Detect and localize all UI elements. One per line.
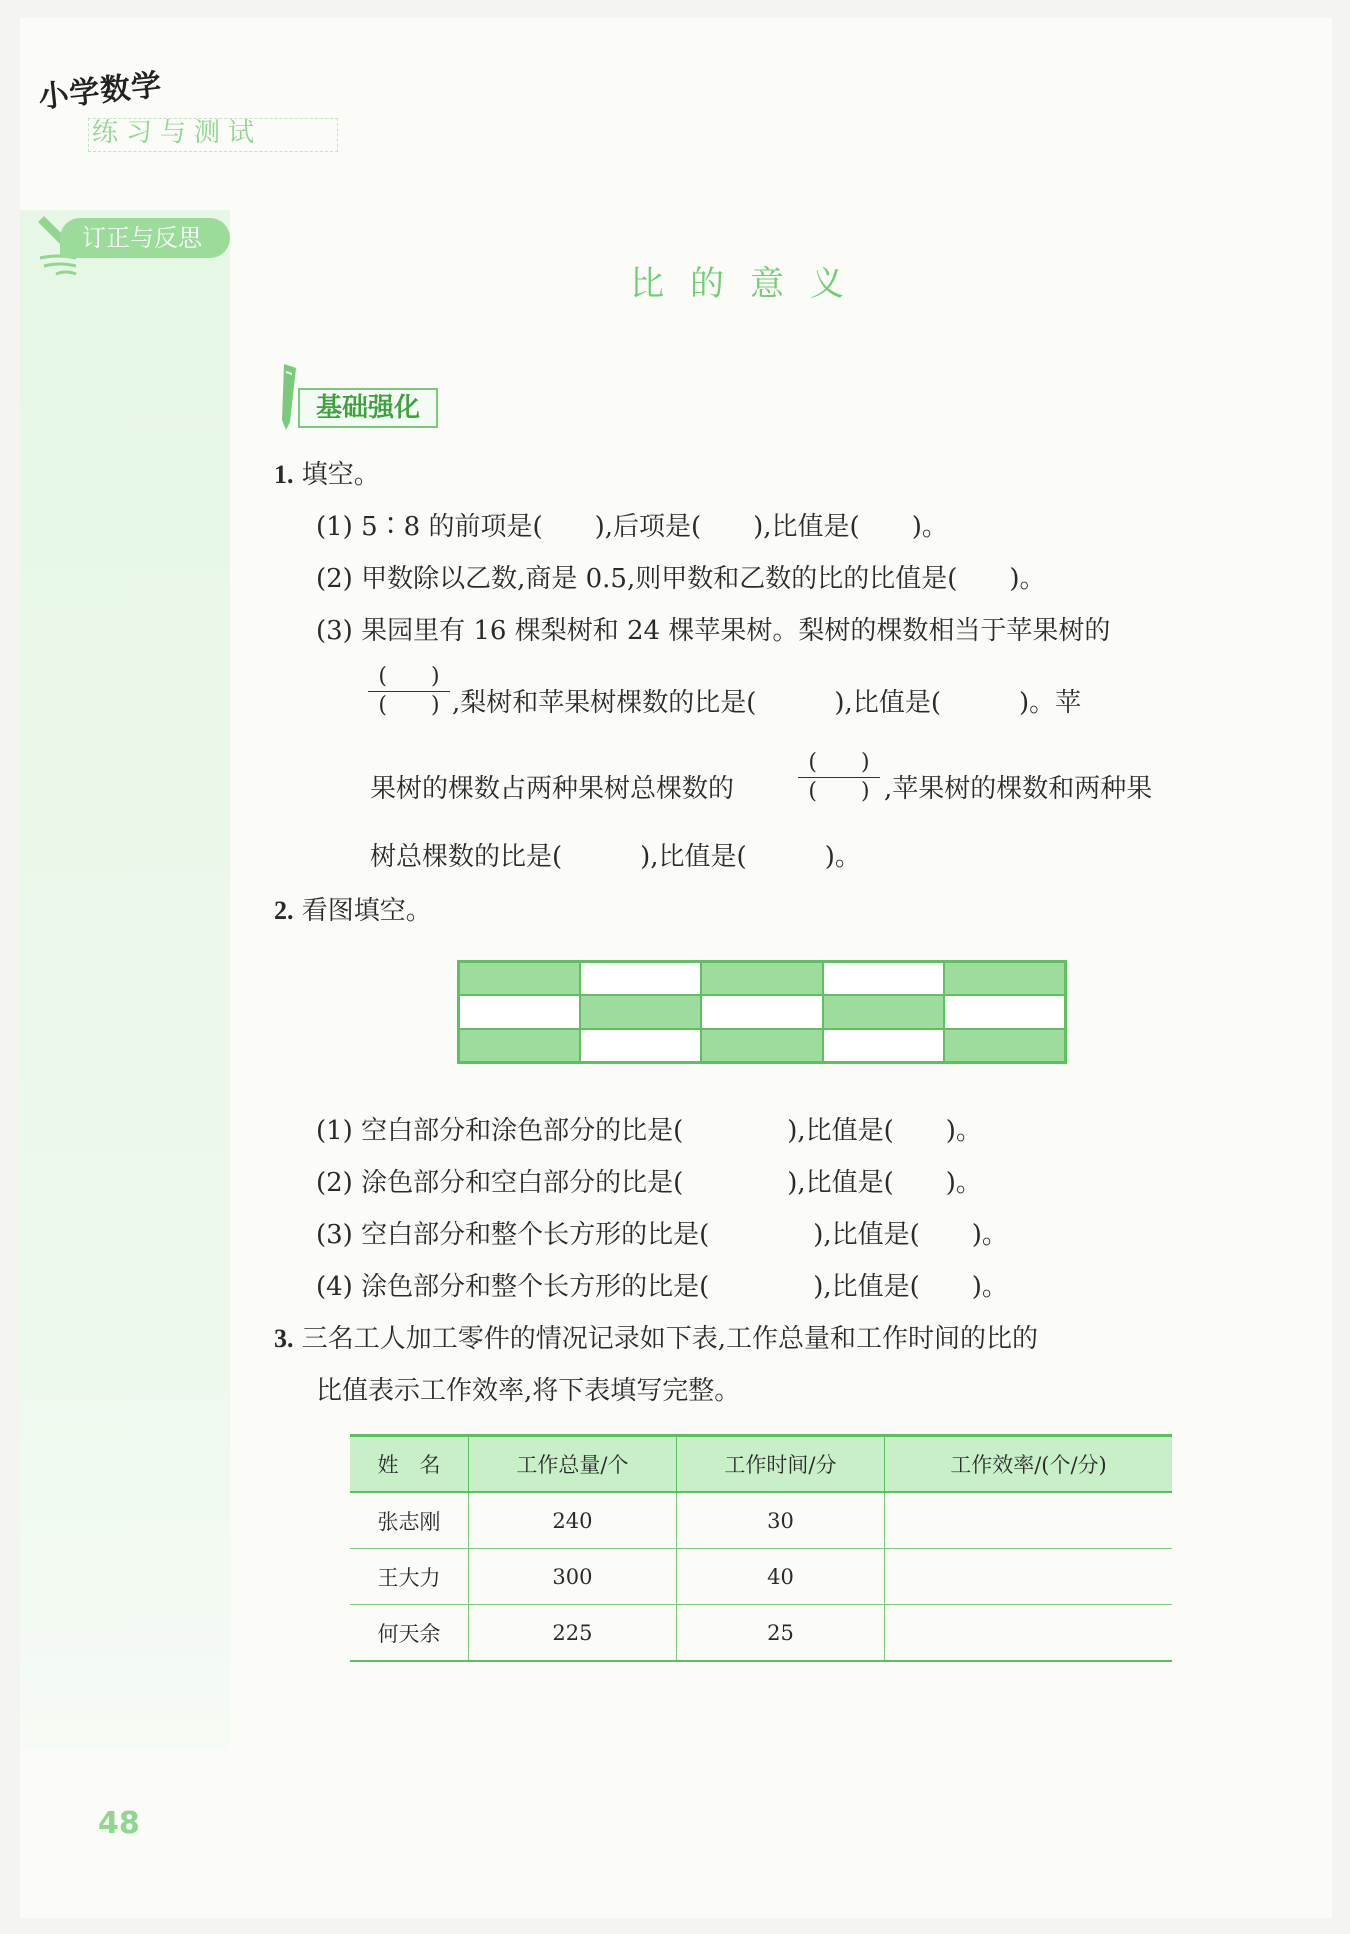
reflection-label: 订正与反思 bbox=[60, 218, 230, 258]
shaded-rectangle-diagram bbox=[457, 960, 1067, 1064]
blank-cell bbox=[459, 995, 580, 1028]
section-heading: 基础强化 bbox=[298, 388, 438, 428]
fraction-blank[interactable] bbox=[798, 752, 880, 803]
shaded-cell bbox=[823, 995, 944, 1028]
question-1-part-3-line-3: 果树的棵数占两种果树总棵数的 bbox=[370, 774, 735, 804]
cell-efficiency-blank[interactable] bbox=[884, 1549, 1172, 1605]
table-header-row bbox=[350, 1436, 1172, 1493]
header-name: 姓 名 bbox=[350, 1436, 468, 1493]
cell-time: 25 bbox=[676, 1605, 884, 1662]
page-number: 48 bbox=[98, 1806, 140, 1841]
cell-name: 何天余 bbox=[350, 1605, 468, 1662]
question-3-stem-line-2: 比值表示工作效率,将下表填写完整。 bbox=[316, 1376, 741, 1406]
cell-name: 张志刚 bbox=[350, 1492, 468, 1549]
question-2-part-4: (4) 涂色部分和整个长方形的比是( ),比值是( )。 bbox=[316, 1272, 1008, 1302]
cell-efficiency-blank[interactable] bbox=[884, 1492, 1172, 1549]
question-1-part-1: (1) 5∶8 的前项是( ),后项是( ),比值是( )。 bbox=[316, 512, 948, 542]
table-row bbox=[350, 1549, 1172, 1605]
cell-time: 30 bbox=[676, 1492, 884, 1549]
shaded-cell bbox=[580, 995, 701, 1028]
series-title: 小学数学 bbox=[36, 67, 164, 116]
fraction-denominator: ( ) bbox=[808, 779, 870, 804]
blank-cell bbox=[580, 1029, 701, 1062]
shaded-cell bbox=[701, 962, 822, 995]
fraction-bar bbox=[798, 777, 880, 778]
cell-time: 40 bbox=[676, 1549, 884, 1605]
reflection-sidebar bbox=[20, 210, 230, 1750]
blank-cell bbox=[701, 995, 822, 1028]
question-1-part-2: (2) 甲数除以乙数,商是 0.5,则甲数和乙数的比的比值是( )。 bbox=[316, 564, 1046, 594]
table-row bbox=[350, 1492, 1172, 1549]
fraction-numerator: ( ) bbox=[808, 750, 870, 775]
table-row bbox=[350, 1605, 1172, 1662]
question-text: 三名工人加工零件的情况记录如下表,工作总量和工作时间的比的 bbox=[301, 1324, 1039, 1354]
cell-total: 240 bbox=[468, 1492, 676, 1549]
work-record-table bbox=[350, 1434, 1172, 1662]
fraction-blank[interactable] bbox=[368, 666, 450, 717]
blank-cell bbox=[823, 962, 944, 995]
question-3-stem bbox=[274, 1318, 1038, 1355]
fraction-numerator: ( ) bbox=[378, 664, 440, 689]
question-number: 3. bbox=[274, 1324, 294, 1353]
shaded-cell bbox=[944, 962, 1065, 995]
cell-total: 300 bbox=[468, 1549, 676, 1605]
blank-cell bbox=[823, 1029, 944, 1062]
header-total: 工作总量/个 bbox=[468, 1436, 676, 1493]
cell-name: 王大力 bbox=[350, 1549, 468, 1605]
question-number: 1. bbox=[274, 460, 294, 489]
blank-cell bbox=[580, 962, 701, 995]
fraction-denominator: ( ) bbox=[378, 693, 440, 718]
cell-total: 225 bbox=[468, 1605, 676, 1662]
question-2-stem bbox=[274, 890, 432, 927]
question-text: 看图填空。 bbox=[301, 896, 432, 926]
cell-efficiency-blank[interactable] bbox=[884, 1605, 1172, 1662]
question-text: 填空。 bbox=[301, 460, 380, 490]
fraction-bar bbox=[368, 691, 450, 692]
question-2-part-1: (1) 空白部分和涂色部分的比是( ),比值是( )。 bbox=[316, 1116, 982, 1146]
page-title: 比的意义 bbox=[630, 264, 870, 304]
series-subtitle: 练习与测试 bbox=[92, 118, 263, 148]
question-2-part-3: (3) 空白部分和整个长方形的比是( ),比值是( )。 bbox=[316, 1220, 1008, 1250]
header-efficiency: 工作效率/(个/分) bbox=[884, 1436, 1172, 1493]
question-number: 2. bbox=[274, 896, 294, 925]
shaded-cell bbox=[459, 1029, 580, 1062]
question-1-part-3-line-4: 树总棵数的比是( ),比值是( )。 bbox=[370, 842, 861, 872]
blank-cell bbox=[944, 995, 1065, 1028]
shaded-cell bbox=[459, 962, 580, 995]
question-1-part-3-line-2: ,梨树和苹果树棵数的比是( ),比值是( )。苹 bbox=[452, 688, 1082, 718]
shaded-cell bbox=[701, 1029, 822, 1062]
question-1-part-3: (3) 果园里有 16 棵梨树和 24 棵苹果树。梨树的棵数相当于苹果树的 bbox=[316, 616, 1111, 646]
header-time: 工作时间/分 bbox=[676, 1436, 884, 1493]
question-1-part-3-line-3b: ,苹果树的棵数和两种果 bbox=[884, 774, 1153, 804]
question-2-part-2: (2) 涂色部分和空白部分的比是( ),比值是( )。 bbox=[316, 1168, 982, 1198]
shaded-cell bbox=[944, 1029, 1065, 1062]
question-1-stem bbox=[274, 454, 380, 491]
